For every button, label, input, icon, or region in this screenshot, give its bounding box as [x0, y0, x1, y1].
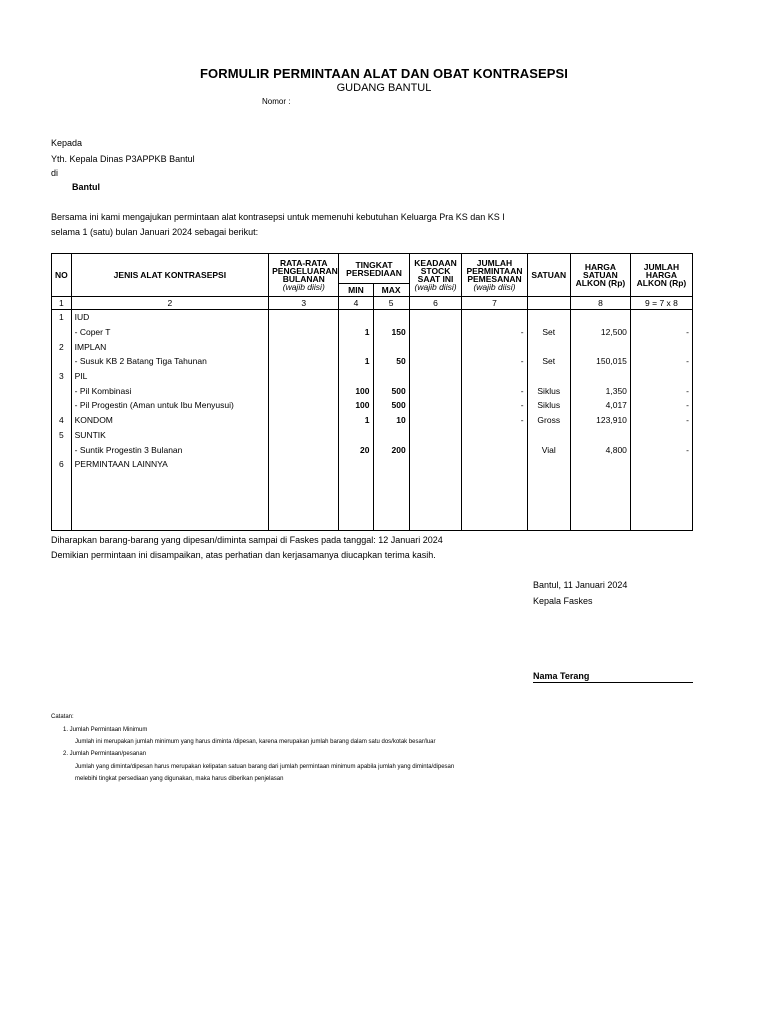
cell-no [52, 486, 72, 501]
cell-harga [570, 486, 630, 501]
cell-max [373, 369, 409, 384]
cell-max: 500 [373, 383, 409, 398]
note-item-1: 1. Jumlah Permintaan Minimum [63, 727, 148, 733]
cell-rata [269, 516, 339, 531]
cell-satuan [527, 369, 570, 384]
cell-jumlah: - [462, 325, 527, 340]
col-num: 3 [269, 297, 339, 310]
cell-min: 1 [339, 325, 373, 340]
cell-rata [269, 457, 339, 472]
nomor-label: Nomor : [262, 97, 291, 106]
address-recipient: Yth. Kepala Dinas P3APPKB Bantul [51, 154, 195, 164]
cell-min [339, 516, 373, 531]
cell-max: 50 [373, 354, 409, 369]
cell-keadaan [409, 413, 462, 428]
table-row [52, 516, 693, 531]
table-row [52, 486, 693, 501]
cell-keadaan [409, 354, 462, 369]
cell-max [373, 310, 409, 325]
cell-jenis: - Pil Progestin (Aman untuk Ibu Menyusui) [71, 398, 268, 413]
cell-total [630, 428, 692, 443]
cell-total [630, 457, 692, 472]
cell-keadaan [409, 516, 462, 531]
cell-max [373, 472, 409, 487]
cell-no: 5 [52, 428, 72, 443]
cell-jenis [71, 472, 268, 487]
cell-satuan [527, 310, 570, 325]
col-num [527, 297, 570, 310]
table-row [52, 457, 693, 472]
note-item-1-desc: Jumlah ini merupakan jumlah minimum yang harus diminta /dipesan, karena merupakan jumlah barang dalam satu dos/kotak besar/luar [75, 739, 436, 745]
cell-jumlah [462, 457, 527, 472]
cell-satuan: Siklus [527, 398, 570, 413]
cell-rata [269, 310, 339, 325]
cell-harga: 12,500 [570, 325, 630, 340]
cell-max [373, 501, 409, 516]
cell-jenis: PIL [71, 369, 268, 384]
col-num: 6 [409, 297, 462, 310]
cell-rata [269, 442, 339, 457]
cell-keadaan [409, 339, 462, 354]
cell-harga: 4,017 [570, 398, 630, 413]
cell-jumlah [462, 501, 527, 516]
request-table [51, 253, 693, 531]
cell-satuan [527, 486, 570, 501]
col-num: 7 [462, 297, 527, 310]
cell-max [373, 516, 409, 531]
cell-jenis: IMPLAN [71, 339, 268, 354]
cell-no: 1 [52, 310, 72, 325]
signature-place-date: Bantul, 11 Januari 2024 [533, 580, 628, 590]
cell-jumlah [462, 310, 527, 325]
cell-total: - [630, 354, 692, 369]
col-num: 2 [71, 297, 268, 310]
cell-keadaan [409, 428, 462, 443]
cell-jenis [71, 516, 268, 531]
header-rata: RATA-RATA PENGELUARAN BULANAN (wajib diisi) [269, 254, 339, 297]
cell-min [339, 501, 373, 516]
cell-jumlah: - [462, 354, 527, 369]
cell-max [373, 339, 409, 354]
cell-min [339, 310, 373, 325]
cell-satuan: Set [527, 354, 570, 369]
header-jumlah: JUMLAH PERMINTAAN PEMESANAN (wajib diisi) [462, 254, 527, 297]
header-jenis: JENIS ALAT KONTRASEPSI [71, 254, 268, 297]
cell-jenis: PERMINTAAN LAINNYA [71, 457, 268, 472]
closing-line-2: Demikian permintaan ini disampaikan, atas perhatian dan kerjasamanya diucapkan terima kasih. [51, 550, 436, 560]
col-num: 8 [570, 297, 630, 310]
cell-keadaan [409, 457, 462, 472]
table-row [52, 310, 693, 325]
cell-keadaan [409, 310, 462, 325]
cell-no [52, 472, 72, 487]
cell-min [339, 428, 373, 443]
signature-name: Nama Terang [533, 671, 590, 681]
cell-keadaan [409, 442, 462, 457]
cell-satuan [527, 339, 570, 354]
cell-jenis [71, 501, 268, 516]
cell-jumlah [462, 369, 527, 384]
cell-no: 2 [52, 339, 72, 354]
cell-no [52, 325, 72, 340]
cell-max [373, 457, 409, 472]
cell-satuan: Set [527, 325, 570, 340]
cell-keadaan [409, 398, 462, 413]
cell-harga [570, 339, 630, 354]
cell-jumlah [462, 339, 527, 354]
cell-total: - [630, 442, 692, 457]
cell-rata [269, 501, 339, 516]
column-number-row [52, 297, 693, 310]
col-num: 1 [52, 297, 72, 310]
cell-keadaan [409, 486, 462, 501]
cell-rata [269, 339, 339, 354]
cell-rata [269, 369, 339, 384]
col-num: 5 [373, 297, 409, 310]
header-satuan: SATUAN [527, 254, 570, 297]
header-tingkat: TINGKAT PERSEDIAAN [339, 254, 409, 284]
cell-min [339, 486, 373, 501]
cell-rata [269, 413, 339, 428]
address-kepada: Kepada [51, 138, 83, 148]
cell-jenis: IUD [71, 310, 268, 325]
intro-line-1: Bersama ini kami mengajukan permintaan alat kontrasepsi untuk memenuhi kebutuhan Keluarga Pra KS dan KS I [51, 212, 505, 222]
address-di: di [51, 168, 59, 178]
form-subtitle: GUDANG BANTUL [336, 82, 432, 94]
intro-line-2: selama 1 (satu) bulan Januari 2024 sebagai berikut: [51, 227, 259, 237]
cell-max [373, 428, 409, 443]
cell-min [339, 457, 373, 472]
cell-jumlah [462, 486, 527, 501]
cell-satuan [527, 457, 570, 472]
cell-no [52, 354, 72, 369]
cell-satuan: Vial [527, 442, 570, 457]
signature-line [533, 682, 693, 683]
cell-rata [269, 354, 339, 369]
table-row [52, 472, 693, 487]
note-item-2-desc-2: melebihi tingkat persediaan yang digunakan, maka harus diberikan penjelasan [75, 776, 284, 782]
header-harga: HARGA SATUAN ALKON (Rp) [570, 254, 630, 297]
cell-rata [269, 383, 339, 398]
cell-total [630, 486, 692, 501]
col-num: 4 [339, 297, 373, 310]
address-city: Bantul [72, 182, 100, 192]
cell-satuan [527, 472, 570, 487]
cell-total [630, 516, 692, 531]
cell-total [630, 339, 692, 354]
table-row [52, 442, 693, 457]
cell-min: 1 [339, 354, 373, 369]
cell-min [339, 339, 373, 354]
cell-jenis: - Suntik Progestin 3 Bulanan [71, 442, 268, 457]
cell-harga: 123,910 [570, 413, 630, 428]
cell-jumlah [462, 442, 527, 457]
cell-total [630, 369, 692, 384]
cell-jenis: - Pil Kombinasi [71, 383, 268, 398]
cell-min: 100 [339, 383, 373, 398]
cell-min [339, 472, 373, 487]
table-row [52, 339, 693, 354]
cell-satuan [527, 516, 570, 531]
cell-jumlah [462, 516, 527, 531]
cell-jenis: - Coper T [71, 325, 268, 340]
cell-max [373, 486, 409, 501]
cell-total: - [630, 325, 692, 340]
cell-total [630, 501, 692, 516]
cell-no [52, 516, 72, 531]
cell-harga [570, 516, 630, 531]
cell-jumlah: - [462, 383, 527, 398]
cell-keadaan [409, 383, 462, 398]
cell-total: - [630, 383, 692, 398]
cell-no: 6 [52, 457, 72, 472]
table-row [52, 501, 693, 516]
cell-satuan [527, 428, 570, 443]
cell-total [630, 310, 692, 325]
form-title: FORMULIR PERMINTAAN ALAT DAN OBAT KONTRASEPSI [200, 66, 568, 81]
cell-harga [570, 310, 630, 325]
cell-no [52, 501, 72, 516]
header-max: MAX [373, 284, 409, 297]
table-row [52, 398, 693, 413]
table-row [52, 369, 693, 384]
header-min: MIN [339, 284, 373, 297]
cell-satuan: Siklus [527, 383, 570, 398]
cell-min: 1 [339, 413, 373, 428]
cell-rata [269, 486, 339, 501]
cell-harga: 4,800 [570, 442, 630, 457]
cell-no [52, 442, 72, 457]
cell-harga [570, 369, 630, 384]
cell-harga [570, 501, 630, 516]
header-no: NO [52, 254, 72, 297]
cell-total [630, 472, 692, 487]
cell-keadaan [409, 472, 462, 487]
cell-jumlah: - [462, 413, 527, 428]
cell-jumlah [462, 428, 527, 443]
cell-total: - [630, 398, 692, 413]
col-num: 9 = 7 x 8 [630, 297, 692, 310]
cell-jumlah: - [462, 398, 527, 413]
note-item-2-desc-1: Jumlah yang diminta/dipesan harus merupakan kelipatan satuan barang dari jumlah permintaan minimum apabila jumlah yang diminta/dipesan [75, 764, 455, 770]
cell-no: 4 [52, 413, 72, 428]
cell-rata [269, 472, 339, 487]
cell-harga [570, 428, 630, 443]
cell-max: 150 [373, 325, 409, 340]
cell-jenis: SUNTIK [71, 428, 268, 443]
cell-harga: 150,015 [570, 354, 630, 369]
cell-min: 20 [339, 442, 373, 457]
table-row [52, 354, 693, 369]
cell-total: - [630, 413, 692, 428]
cell-max: 10 [373, 413, 409, 428]
closing-line-1: Diharapkan barang-barang yang dipesan/diminta sampai di Faskes pada tanggal: 12 Januari 2024 [51, 535, 443, 545]
cell-satuan [527, 501, 570, 516]
cell-jumlah [462, 472, 527, 487]
cell-keadaan [409, 501, 462, 516]
header-keadaan: KEADAAN STOCK SAAT INI (wajib diisi) [409, 254, 462, 297]
signature-role: Kepala Faskes [533, 596, 593, 606]
table-row [52, 383, 693, 398]
header-total: JUMLAH HARGA ALKON (Rp) [630, 254, 692, 297]
cell-max: 500 [373, 398, 409, 413]
cell-rata [269, 428, 339, 443]
cell-rata [269, 325, 339, 340]
cell-min [339, 369, 373, 384]
cell-keadaan [409, 325, 462, 340]
cell-jenis: - Susuk KB 2 Batang Tiga Tahunan [71, 354, 268, 369]
cell-keadaan [409, 369, 462, 384]
cell-jenis [71, 486, 268, 501]
table-row [52, 325, 693, 340]
note-item-2: 2. Jumlah Permintaan/pesanan [63, 751, 147, 757]
table-row [52, 413, 693, 428]
table-row [52, 428, 693, 443]
cell-no [52, 398, 72, 413]
cell-satuan: Gross [527, 413, 570, 428]
cell-rata [269, 398, 339, 413]
cell-min: 100 [339, 398, 373, 413]
cell-max: 200 [373, 442, 409, 457]
notes-heading: Catatan: [51, 714, 74, 720]
cell-no [52, 383, 72, 398]
cell-harga [570, 472, 630, 487]
cell-harga [570, 457, 630, 472]
cell-harga: 1,350 [570, 383, 630, 398]
cell-jenis: KONDOM [71, 413, 268, 428]
cell-no: 3 [52, 369, 72, 384]
